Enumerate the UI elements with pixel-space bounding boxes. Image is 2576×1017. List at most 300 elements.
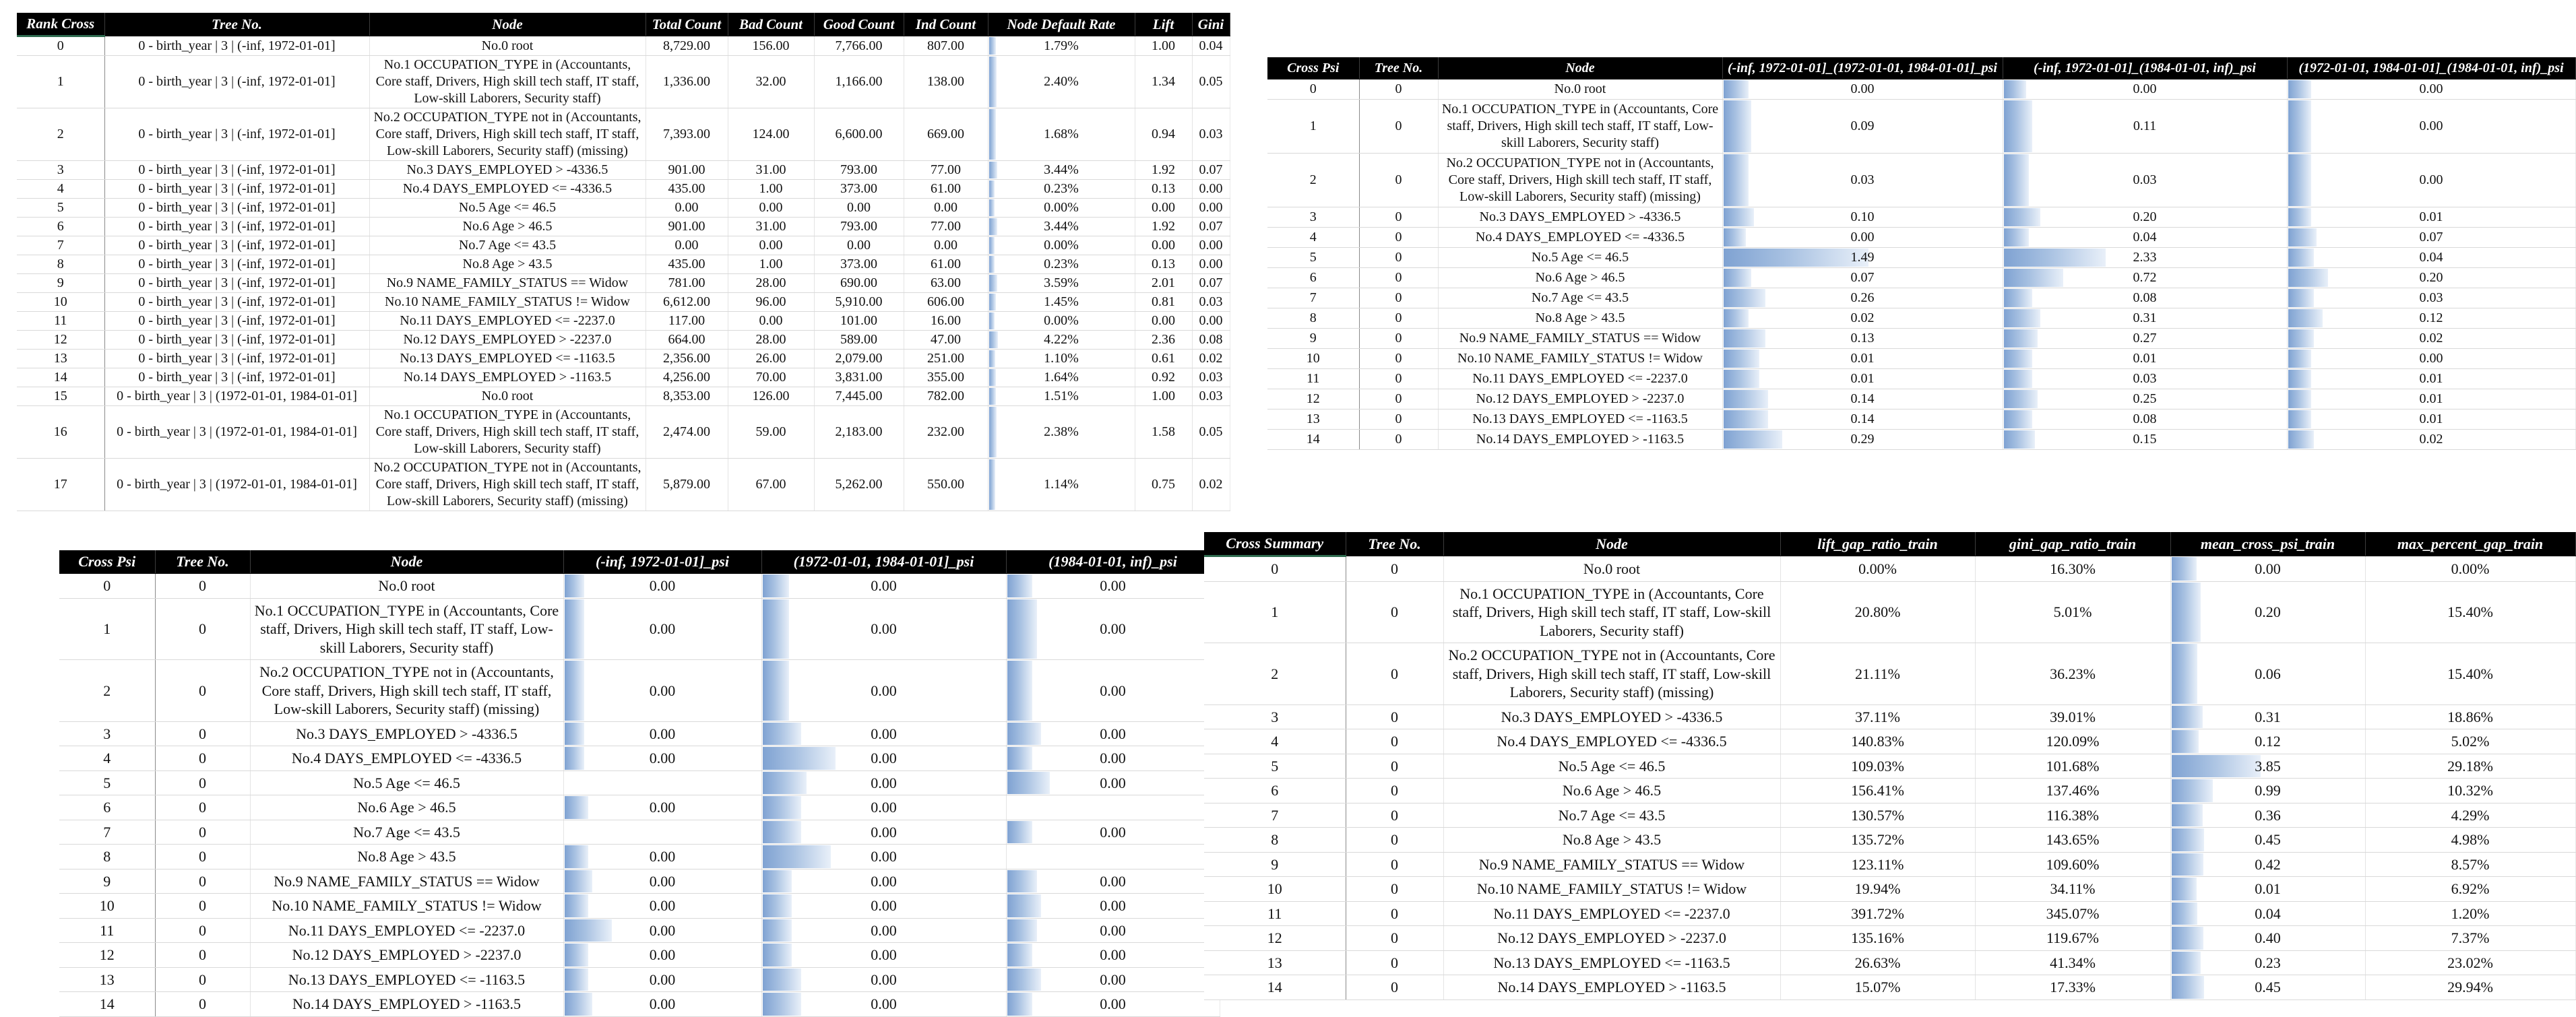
cell-cross-summary[interactable] [1204, 926, 1346, 951]
cell-psi-1[interactable] [2003, 268, 2287, 288]
cell-rank[interactable] [17, 180, 104, 199]
cell-node[interactable] [1438, 308, 1722, 329]
cell-cross-psi[interactable] [59, 598, 155, 660]
cell-tree-no[interactable] [1359, 349, 1438, 369]
cell-psi-2[interactable] [2287, 288, 2575, 308]
cell-bad-count[interactable] [728, 161, 814, 180]
cell-total-count[interactable] [646, 459, 728, 511]
cell-total-count[interactable] [646, 218, 728, 236]
cell-total-count[interactable] [646, 368, 728, 387]
cell-total-count[interactable] [646, 293, 728, 312]
cell-lift[interactable] [1135, 108, 1192, 161]
cell-gini[interactable] [1192, 331, 1230, 350]
cell-ind-count[interactable] [904, 368, 988, 387]
cell-node-default-rate[interactable] [988, 406, 1135, 459]
cell-max-percent-gap[interactable] [2365, 828, 2575, 853]
cell-psi-2[interactable] [2287, 268, 2575, 288]
cell-psi-0[interactable] [563, 992, 761, 1017]
cell-good-count[interactable] [814, 236, 904, 255]
cell-psi-0[interactable] [1722, 369, 2003, 389]
cell-node[interactable] [250, 967, 563, 992]
cell-psi-0[interactable] [563, 770, 761, 795]
cell-psi-1[interactable] [761, 943, 1006, 968]
cell-tree-no[interactable] [1346, 901, 1443, 926]
column-header[interactable]: Node Default Rate [988, 13, 1135, 36]
cell-total-count[interactable] [646, 387, 728, 406]
cell-node[interactable] [1443, 803, 1780, 828]
cell-lift[interactable] [1135, 274, 1192, 293]
cell-lift[interactable] [1135, 387, 1192, 406]
cell-psi-0[interactable] [1722, 308, 2003, 329]
cell-tree-no[interactable] [1346, 556, 1443, 582]
cell-cross-summary[interactable] [1204, 729, 1346, 754]
cell-node-default-rate[interactable] [988, 199, 1135, 218]
cell-psi-2[interactable] [1006, 918, 1220, 943]
cell-tree-no[interactable] [155, 869, 250, 894]
cell-tree-no[interactable] [1346, 754, 1443, 779]
cell-total-count[interactable] [646, 108, 728, 161]
cell-gini-gap-ratio[interactable] [1975, 901, 2170, 926]
cell-node[interactable] [250, 918, 563, 943]
cell-total-count[interactable] [646, 36, 728, 56]
cell-tree-no[interactable] [1359, 389, 1438, 409]
cell-ind-count[interactable] [904, 331, 988, 350]
cell-bad-count[interactable] [728, 331, 814, 350]
cell-psi-0[interactable] [563, 943, 761, 968]
cell-gini-gap-ratio[interactable] [1975, 556, 2170, 582]
cell-lift-gap-ratio[interactable] [1780, 729, 1975, 754]
cell-gini-gap-ratio[interactable] [1975, 754, 2170, 779]
cell-lift-gap-ratio[interactable] [1780, 852, 1975, 877]
cell-lift-gap-ratio[interactable] [1780, 803, 1975, 828]
cell-gini[interactable] [1192, 368, 1230, 387]
cell-mean-cross-psi[interactable] [2170, 975, 2365, 1000]
cell-node-default-rate[interactable] [988, 368, 1135, 387]
cell-node[interactable] [250, 746, 563, 771]
cell-lift-gap-ratio[interactable] [1780, 975, 1975, 1000]
cell-cross-psi[interactable] [1267, 430, 1359, 450]
cell-node[interactable] [250, 869, 563, 894]
cell-total-count[interactable] [646, 274, 728, 293]
cell-total-count[interactable] [646, 350, 728, 368]
cell-gini[interactable] [1192, 350, 1230, 368]
cell-rank[interactable] [17, 108, 104, 161]
cell-node[interactable] [1438, 430, 1722, 450]
cell-rank[interactable] [17, 293, 104, 312]
cell-psi-2[interactable] [1006, 943, 1220, 968]
cell-psi-0[interactable] [1722, 389, 2003, 409]
cell-lift[interactable] [1135, 255, 1192, 274]
cell-psi-0[interactable] [1722, 154, 2003, 207]
cell-bad-count[interactable] [728, 255, 814, 274]
cell-tree-no[interactable] [1346, 950, 1443, 975]
cell-psi-2[interactable] [1006, 795, 1220, 820]
cell-node-default-rate[interactable] [988, 236, 1135, 255]
cell-gini-gap-ratio[interactable] [1975, 704, 2170, 729]
cell-psi-1[interactable] [2003, 369, 2287, 389]
cell-cross-psi[interactable] [1267, 79, 1359, 100]
cell-node[interactable] [1443, 729, 1780, 754]
cell-ind-count[interactable] [904, 236, 988, 255]
cell-good-count[interactable] [814, 312, 904, 331]
cell-mean-cross-psi[interactable] [2170, 556, 2365, 582]
cell-lift-gap-ratio[interactable] [1780, 877, 1975, 902]
cell-max-percent-gap[interactable] [2365, 877, 2575, 902]
cell-tree-no[interactable] [1359, 248, 1438, 268]
cell-node-default-rate[interactable] [988, 218, 1135, 236]
cell-gini[interactable] [1192, 218, 1230, 236]
cell-psi-2[interactable] [1006, 992, 1220, 1017]
cell-good-count[interactable] [814, 180, 904, 199]
cell-gini-gap-ratio[interactable] [1975, 852, 2170, 877]
cell-cross-psi[interactable] [59, 660, 155, 722]
cell-node[interactable] [250, 820, 563, 845]
cell-node[interactable] [1443, 877, 1780, 902]
cell-gini-gap-ratio[interactable] [1975, 779, 2170, 803]
cell-good-count[interactable] [814, 255, 904, 274]
cell-tree-no[interactable] [104, 331, 369, 350]
cell-cross-psi[interactable] [59, 943, 155, 968]
cell-cross-psi[interactable] [1267, 100, 1359, 154]
cell-psi-0[interactable] [563, 746, 761, 771]
cell-good-count[interactable] [814, 56, 904, 108]
cell-cross-psi[interactable] [1267, 308, 1359, 329]
cell-psi-1[interactable] [2003, 154, 2287, 207]
cell-cross-summary[interactable] [1204, 975, 1346, 1000]
cell-cross-psi[interactable] [59, 967, 155, 992]
cell-node[interactable] [1443, 754, 1780, 779]
cell-tree-no[interactable] [104, 255, 369, 274]
column-header[interactable]: Cross Psi [1267, 57, 1359, 79]
cell-node[interactable] [1443, 828, 1780, 853]
column-header[interactable]: Tree No. [1359, 57, 1438, 79]
cell-psi-1[interactable] [761, 746, 1006, 771]
column-header[interactable]: max_percent_gap_train [2365, 532, 2575, 556]
cell-psi-2[interactable] [2287, 100, 2575, 154]
cell-psi-0[interactable] [1722, 79, 2003, 100]
cell-lift-gap-ratio[interactable] [1780, 581, 1975, 643]
cell-ind-count[interactable] [904, 161, 988, 180]
cell-bad-count[interactable] [728, 180, 814, 199]
cell-tree-no[interactable] [155, 660, 250, 722]
cell-ind-count[interactable] [904, 56, 988, 108]
cell-tree-no[interactable] [1359, 207, 1438, 228]
cell-tree-no[interactable] [1346, 581, 1443, 643]
cell-psi-2[interactable] [2287, 409, 2575, 430]
column-header[interactable]: (1984-01-01, inf)_psi [1006, 550, 1220, 574]
cell-node-default-rate[interactable] [988, 36, 1135, 56]
cell-gini[interactable] [1192, 236, 1230, 255]
cell-node-default-rate[interactable] [988, 387, 1135, 406]
cell-bad-count[interactable] [728, 274, 814, 293]
cell-cross-psi[interactable] [1267, 369, 1359, 389]
cell-node[interactable] [250, 894, 563, 919]
cell-mean-cross-psi[interactable] [2170, 803, 2365, 828]
cell-node-default-rate[interactable] [988, 312, 1135, 331]
cell-tree-no[interactable] [104, 180, 369, 199]
cell-psi-1[interactable] [2003, 329, 2287, 349]
cell-bad-count[interactable] [728, 350, 814, 368]
cell-psi-0[interactable] [563, 574, 761, 599]
cell-psi-1[interactable] [2003, 79, 2287, 100]
cell-bad-count[interactable] [728, 199, 814, 218]
cell-node[interactable] [1438, 288, 1722, 308]
cell-good-count[interactable] [814, 350, 904, 368]
cell-psi-0[interactable] [563, 795, 761, 820]
column-header[interactable]: Rank Cross [17, 13, 104, 36]
cell-bad-count[interactable] [728, 312, 814, 331]
cell-tree-no[interactable] [1346, 877, 1443, 902]
cell-lift-gap-ratio[interactable] [1780, 901, 1975, 926]
cell-psi-0[interactable] [563, 869, 761, 894]
cell-node[interactable] [1443, 581, 1780, 643]
cell-tree-no[interactable] [155, 770, 250, 795]
cell-node[interactable] [250, 721, 563, 746]
cell-gini[interactable] [1192, 199, 1230, 218]
cell-psi-2[interactable] [1006, 869, 1220, 894]
cell-max-percent-gap[interactable] [2365, 643, 2575, 705]
cell-tree-no[interactable] [1359, 329, 1438, 349]
column-header[interactable]: Tree No. [1346, 532, 1443, 556]
cell-total-count[interactable] [646, 161, 728, 180]
cell-max-percent-gap[interactable] [2365, 975, 2575, 1000]
cell-psi-1[interactable] [761, 598, 1006, 660]
cell-cross-psi[interactable] [1267, 154, 1359, 207]
column-header[interactable]: mean_cross_psi_train [2170, 532, 2365, 556]
cell-cross-psi[interactable] [59, 721, 155, 746]
cell-tree-no[interactable] [104, 36, 369, 56]
cell-psi-1[interactable] [2003, 308, 2287, 329]
cell-gini[interactable] [1192, 56, 1230, 108]
cell-psi-2[interactable] [1006, 770, 1220, 795]
cell-psi-2[interactable] [2287, 228, 2575, 248]
cell-cross-psi[interactable] [1267, 207, 1359, 228]
column-header[interactable]: Cross Psi [59, 550, 155, 574]
cell-gini-gap-ratio[interactable] [1975, 643, 2170, 705]
cell-tree-no[interactable] [1346, 852, 1443, 877]
cell-lift[interactable] [1135, 180, 1192, 199]
cell-psi-2[interactable] [2287, 308, 2575, 329]
cell-psi-0[interactable] [1722, 409, 2003, 430]
cell-tree-no[interactable] [155, 746, 250, 771]
cell-tree-no[interactable] [1346, 975, 1443, 1000]
cell-bad-count[interactable] [728, 293, 814, 312]
cell-psi-1[interactable] [761, 660, 1006, 722]
cell-psi-1[interactable] [761, 770, 1006, 795]
cell-gini-gap-ratio[interactable] [1975, 950, 2170, 975]
cell-psi-0[interactable] [563, 918, 761, 943]
cell-cross-summary[interactable] [1204, 581, 1346, 643]
column-header[interactable]: (-inf, 1972-01-01]_psi [563, 550, 761, 574]
cell-rank[interactable] [17, 406, 104, 459]
cell-mean-cross-psi[interactable] [2170, 754, 2365, 779]
cell-node[interactable] [250, 845, 563, 870]
cell-cross-psi[interactable] [1267, 268, 1359, 288]
cell-tree-no[interactable] [104, 350, 369, 368]
cell-gini[interactable] [1192, 36, 1230, 56]
column-header[interactable]: Good Count [814, 13, 904, 36]
cell-bad-count[interactable] [728, 387, 814, 406]
cell-node[interactable] [1438, 409, 1722, 430]
cell-rank[interactable] [17, 387, 104, 406]
cell-psi-1[interactable] [2003, 207, 2287, 228]
cell-gini[interactable] [1192, 387, 1230, 406]
cell-psi-1[interactable] [761, 795, 1006, 820]
cell-good-count[interactable] [814, 331, 904, 350]
cell-ind-count[interactable] [904, 312, 988, 331]
cell-total-count[interactable] [646, 406, 728, 459]
cell-tree-no[interactable] [1359, 228, 1438, 248]
cell-psi-0[interactable] [1722, 329, 2003, 349]
cell-psi-0[interactable] [563, 721, 761, 746]
cell-good-count[interactable] [814, 108, 904, 161]
cell-cross-summary[interactable] [1204, 803, 1346, 828]
cell-lift[interactable] [1135, 161, 1192, 180]
cell-rank[interactable] [17, 236, 104, 255]
cell-max-percent-gap[interactable] [2365, 852, 2575, 877]
cell-cross-summary[interactable] [1204, 704, 1346, 729]
cell-mean-cross-psi[interactable] [2170, 828, 2365, 853]
cell-total-count[interactable] [646, 180, 728, 199]
cell-tree-no[interactable] [104, 161, 369, 180]
cell-psi-0[interactable] [1722, 430, 2003, 450]
cell-node-default-rate[interactable] [988, 161, 1135, 180]
cell-psi-2[interactable] [2287, 349, 2575, 369]
cell-mean-cross-psi[interactable] [2170, 901, 2365, 926]
cell-ind-count[interactable] [904, 459, 988, 511]
cell-node[interactable] [1438, 349, 1722, 369]
cell-node[interactable] [1438, 207, 1722, 228]
cell-node-default-rate[interactable] [988, 108, 1135, 161]
cell-rank[interactable] [17, 368, 104, 387]
cell-node[interactable] [1443, 901, 1780, 926]
cell-tree-no[interactable] [104, 218, 369, 236]
cell-psi-0[interactable] [1722, 228, 2003, 248]
cell-tree-no[interactable] [104, 108, 369, 161]
cell-psi-0[interactable] [563, 660, 761, 722]
cell-psi-0[interactable] [1722, 207, 2003, 228]
cell-ind-count[interactable] [904, 387, 988, 406]
cell-node-default-rate[interactable] [988, 274, 1135, 293]
cell-cross-psi[interactable] [59, 869, 155, 894]
cell-ind-count[interactable] [904, 350, 988, 368]
cell-max-percent-gap[interactable] [2365, 754, 2575, 779]
cell-rank[interactable] [17, 199, 104, 218]
cell-tree-no[interactable] [104, 312, 369, 331]
cell-tree-no[interactable] [155, 795, 250, 820]
cell-tree-no[interactable] [104, 406, 369, 459]
cell-cross-psi[interactable] [1267, 409, 1359, 430]
column-header[interactable]: Node [1438, 57, 1722, 79]
cell-rank[interactable] [17, 255, 104, 274]
cell-cross-psi[interactable] [59, 992, 155, 1017]
cell-psi-2[interactable] [2287, 430, 2575, 450]
cell-total-count[interactable] [646, 255, 728, 274]
column-header[interactable]: Node [250, 550, 563, 574]
cell-psi-1[interactable] [761, 992, 1006, 1017]
cell-tree-no[interactable] [155, 943, 250, 968]
column-header[interactable]: Cross Summary [1204, 532, 1346, 556]
column-header[interactable]: (-inf, 1972-01-01]_(1984-01-01, inf)_psi [2003, 57, 2287, 79]
cell-max-percent-gap[interactable] [2365, 729, 2575, 754]
column-header[interactable]: Node [1443, 532, 1780, 556]
cell-total-count[interactable] [646, 56, 728, 108]
cell-good-count[interactable] [814, 293, 904, 312]
cell-good-count[interactable] [814, 218, 904, 236]
cell-node-default-rate[interactable] [988, 459, 1135, 511]
cell-psi-0[interactable] [1722, 288, 2003, 308]
cell-tree-no[interactable] [1346, 643, 1443, 705]
cell-node-default-rate[interactable] [988, 293, 1135, 312]
cell-tree-no[interactable] [155, 574, 250, 599]
cell-tree-no[interactable] [1346, 828, 1443, 853]
cell-node[interactable] [369, 406, 646, 459]
cell-lift-gap-ratio[interactable] [1780, 828, 1975, 853]
cell-lift[interactable] [1135, 459, 1192, 511]
cell-tree-no[interactable] [155, 820, 250, 845]
cell-tree-no[interactable] [155, 721, 250, 746]
cell-good-count[interactable] [814, 199, 904, 218]
cell-node[interactable] [250, 770, 563, 795]
cell-rank[interactable] [17, 350, 104, 368]
cell-ind-count[interactable] [904, 406, 988, 459]
cell-ind-count[interactable] [904, 108, 988, 161]
cell-gini[interactable] [1192, 161, 1230, 180]
cell-tree-no[interactable] [104, 236, 369, 255]
cell-psi-1[interactable] [761, 820, 1006, 845]
cell-tree-no[interactable] [1359, 79, 1438, 100]
cell-max-percent-gap[interactable] [2365, 556, 2575, 582]
column-header[interactable]: (1972-01-01, 1984-01-01]_(1984-01-01, inf)_psi [2287, 57, 2575, 79]
cell-node[interactable] [369, 56, 646, 108]
cell-node[interactable] [369, 387, 646, 406]
cell-max-percent-gap[interactable] [2365, 926, 2575, 951]
cell-psi-0[interactable] [563, 894, 761, 919]
cell-lift-gap-ratio[interactable] [1780, 643, 1975, 705]
column-header[interactable]: (-inf, 1972-01-01]_(1972-01-01, 1984-01-01]_psi [1722, 57, 2003, 79]
cell-psi-1[interactable] [761, 967, 1006, 992]
cell-node[interactable] [1438, 248, 1722, 268]
cell-psi-2[interactable] [2287, 369, 2575, 389]
cell-good-count[interactable] [814, 406, 904, 459]
cell-node[interactable] [369, 293, 646, 312]
cell-gini-gap-ratio[interactable] [1975, 729, 2170, 754]
cell-node[interactable] [1438, 100, 1722, 154]
cell-node[interactable] [250, 598, 563, 660]
cell-rank[interactable] [17, 274, 104, 293]
cell-psi-0[interactable] [563, 967, 761, 992]
cell-node[interactable] [369, 218, 646, 236]
cell-tree-no[interactable] [104, 274, 369, 293]
cell-tree-no[interactable] [104, 459, 369, 511]
column-header[interactable]: Tree No. [104, 13, 369, 36]
cell-cross-psi[interactable] [59, 845, 155, 870]
cell-ind-count[interactable] [904, 293, 988, 312]
cell-ind-count[interactable] [904, 255, 988, 274]
cell-lift[interactable] [1135, 293, 1192, 312]
cell-total-count[interactable] [646, 199, 728, 218]
cell-gini-gap-ratio[interactable] [1975, 803, 2170, 828]
cell-gini[interactable] [1192, 255, 1230, 274]
cell-max-percent-gap[interactable] [2365, 581, 2575, 643]
cell-cross-psi[interactable] [59, 746, 155, 771]
cell-node[interactable] [369, 180, 646, 199]
cell-node[interactable] [250, 992, 563, 1017]
cell-psi-2[interactable] [2287, 329, 2575, 349]
cell-psi-2[interactable] [2287, 79, 2575, 100]
cell-node[interactable] [250, 574, 563, 599]
cell-cross-psi[interactable] [59, 918, 155, 943]
